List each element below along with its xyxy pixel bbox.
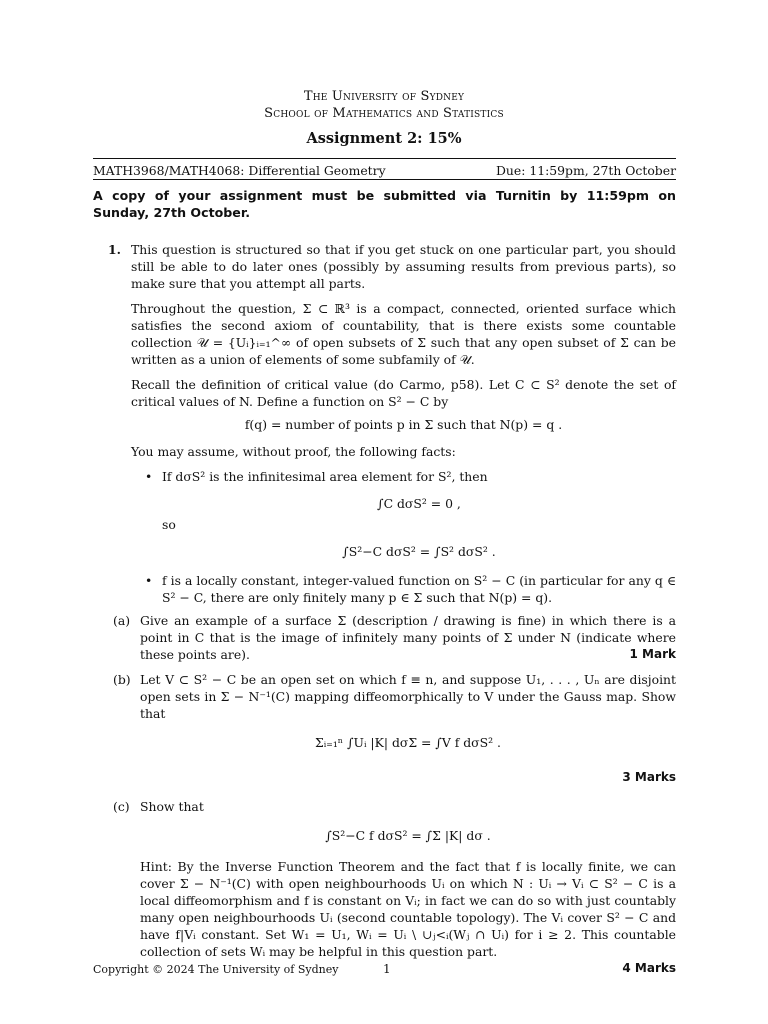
fact2-text: f is a locally constant, integer-valued function on S² − C (in particular for any q ∈ S² − C, there are only finitely many p ∈ Σ such that N(p) = q). xyxy=(162,573,676,605)
part-a-text: Give an example of a surface Σ (description / drawing is fine) in which there is a point in C that is the image of infinitely many points of Σ under N (indicate where these points are). xyxy=(140,613,676,662)
part-c-text: Show that xyxy=(140,799,204,814)
assignment-title: Assignment 2: 15% xyxy=(306,130,462,147)
part-b-label: (b) xyxy=(113,672,131,687)
facts-intro: You may assume, without proof, the following facts: xyxy=(131,444,456,459)
question-recall: Recall the definition of critical value (do Carmo, p58). Let C ⊂ S² denote the set of critical values of N. Define a function on S² − C by xyxy=(131,377,676,409)
fact1-equation: ∫C dσS² = 0 , xyxy=(377,496,461,511)
top-rule xyxy=(93,158,676,159)
submission-notice: A copy of your assignment must be submitted via Turnitin by 11:59pm on Sunday, 27th October. xyxy=(93,188,676,220)
fact1-text: If dσS² is the infinitesimal area element for S², then xyxy=(162,469,488,484)
part-b-equation: Σᵢ₌₁ⁿ ∫Uᵢ |K| dσΣ = ∫V f dσS² . xyxy=(315,735,501,750)
part-b xyxy=(101,671,676,786)
page-number: 1 xyxy=(383,962,391,976)
facts-list xyxy=(131,468,676,606)
part-b-marks: 3 Marks xyxy=(622,770,676,784)
question-number: 1. xyxy=(108,242,121,257)
bottom-rule xyxy=(93,179,676,180)
question-intro: This question is structured so that if you get stuck on one particular part, you should still be able to do later ones (possibly by assuming results from previous parts), so make sure that you attempt all parts. xyxy=(131,242,676,291)
due-date: Due: 11:59pm, 27th October xyxy=(495,163,676,178)
course-line xyxy=(93,162,676,179)
question-body xyxy=(113,241,676,977)
bullet-icon: • xyxy=(145,469,153,484)
fact-item xyxy=(131,572,676,606)
bullet-icon: • xyxy=(145,573,153,588)
part-a-label: (a) xyxy=(113,613,131,628)
part-c-marks: 4 Marks xyxy=(622,961,676,975)
so-text: so xyxy=(162,517,176,532)
question-setup: Throughout the question, Σ ⊂ ℝ³ is a compact, connected, oriented surface which satisfies the second axiom of countability, that is there exists some countable collection 𝒰 = {Uᵢ}ᵢ₌₁^∞ of open subsets of Σ such that any open subset of Σ can be written as a union of elements of some subfamily of 𝒰. xyxy=(131,301,676,367)
page-footer xyxy=(93,961,676,978)
f-definition: f(q) = number of points p in Σ such that N(p) = q . xyxy=(244,417,563,432)
course-name: MATH3968/MATH4068: Differential Geometry xyxy=(93,163,386,178)
part-c-hint: Hint: By the Inverse Function Theorem and the fact that f is locally finite, we can cover Σ − N⁻¹(C) with open neighbourhoods Uᵢ on which N : Uᵢ → Vᵢ ⊂ S² − C is a local diffeomorphism and f is constant on Vᵢ; in fact we can do so with just countably many open neighbourhoods Uᵢ (second countable topology). The Vᵢ cover S² − C and have f|Vᵢ constant. Set W₁ = U₁, Wᵢ = Uᵢ \ ∪ⱼ<ᵢ(Wⱼ ∩ Uᵢ) for i ≥ 2. This countable collection of sets Wᵢ may be helpful in this question part. xyxy=(140,859,676,959)
school-name: School of Mathematics and Statistics xyxy=(264,106,504,121)
fact1-equation-2: ∫S²−C dσS² = ∫S² dσS² . xyxy=(342,544,496,559)
part-c-label: (c) xyxy=(113,799,130,814)
part-a xyxy=(101,612,676,663)
copyright: Copyright © 2024 The University of Sydney xyxy=(93,963,339,976)
part-a-marks: 1 Mark xyxy=(629,647,676,661)
part-b-text: Let V ⊂ S² − C be an open set on which f ≡ n, and suppose U₁, . . . , Uₙ are disjoint open sets in Σ − N⁻¹(C) mapping diffeomorphically to V under the Gauss map. Show that xyxy=(140,672,676,721)
fact-item xyxy=(131,468,676,560)
part-c-equation: ∫S²−C f dσS² = ∫Σ |K| dσ . xyxy=(325,828,491,843)
part-c xyxy=(101,798,676,977)
university-name: The University of Sydney xyxy=(303,89,465,104)
